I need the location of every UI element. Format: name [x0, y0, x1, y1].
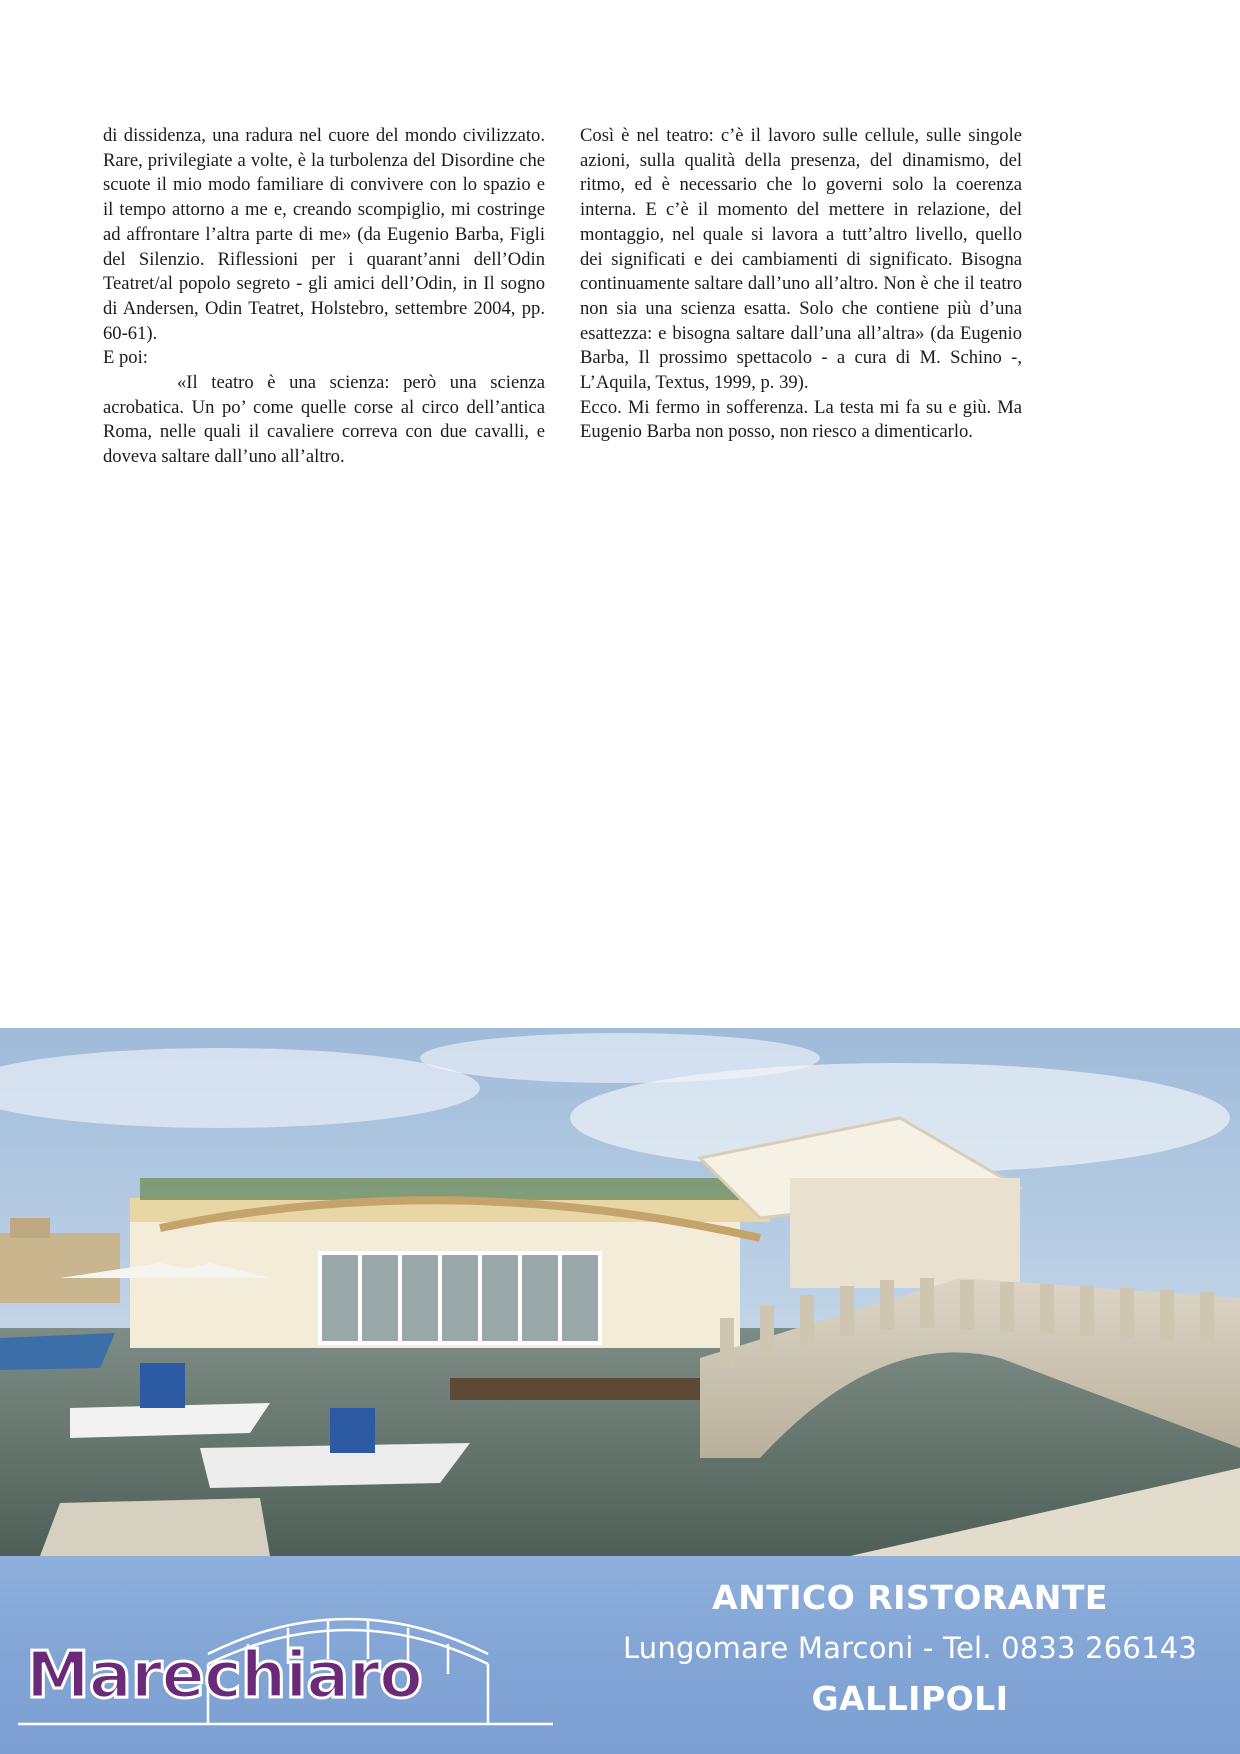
ad-address: Lungomare Marconi - Tel. 0833 266143 [622, 1631, 1198, 1665]
ad-text-block [600, 1576, 1220, 1718]
marechiaro-logo [18, 1574, 558, 1744]
logo-wordmark: Marechiaro [26, 1639, 422, 1713]
article-column-right [580, 124, 1022, 445]
restaurant-ad-banner [0, 1556, 1240, 1754]
ad-title: ANTICO RISTORANTE [712, 1578, 1108, 1617]
ad-city: GALLIPOLI [811, 1679, 1009, 1718]
quote-paragraph: «Il teatro è una scienza: però una scienza acrobatica. Un po’ come quelle corse al circo dell’antica Roma, nelle quali il cavaliere correva con due cavalli, e doveva saltare dall’uno all’altro. [103, 372, 545, 468]
paragraph: Ecco. Mi fermo in sofferenza. La testa mi fa su e giù. Ma Eugenio Barba non posso, non riesco a dimenticarlo. [580, 396, 1022, 443]
restaurant-photo [0, 1028, 1240, 1556]
paragraph: di dissidenza, una radura nel cuore del mondo civilizzato. Rare, privilegiate a volte, è la turbolenza del Disordine che scuote il mio modo familiare di convivere con lo spazio e il tempo attorno a me e, creando scompiglio, mi costringe ad affrontare l’altra parte di me» (da Eugenio Barba, Figli del Silenzio. Riflessioni per i quarant’anni dell’Odin Teatret/al popolo segreto - gli amici dell’Odin, in Il sogno di Andersen, Odin Teatret, Holstebro, settembre 2004, pp. 60-61). [103, 125, 545, 344]
article-column-left [103, 124, 545, 470]
paragraph: E poi: [103, 347, 148, 369]
paragraph: Così è nel teatro: c’è il lavoro sulle cellule, sulle singole azioni, sulla qualità della presenza, del dinamismo, del ritmo, ed è necessario che lo governi solo la coerenza interna. E c’è il momento del mettere in relazione, del montaggio, nel quale si lavora a tutt’altro livello, quello dei significati e dei cambiamenti di significato. Bisogna continuamente saltare dall’uno all’altro. Non è che il teatro non sia una scienza esatta. Solo che contiene più d’una esattezza: e bisogna saltare dall’una all’altra» (da Eugenio Barba, Il prossimo spettacolo - a cura di M. Schino -, L’Aquila, Textus, 1999, p. 39). [580, 125, 1022, 394]
